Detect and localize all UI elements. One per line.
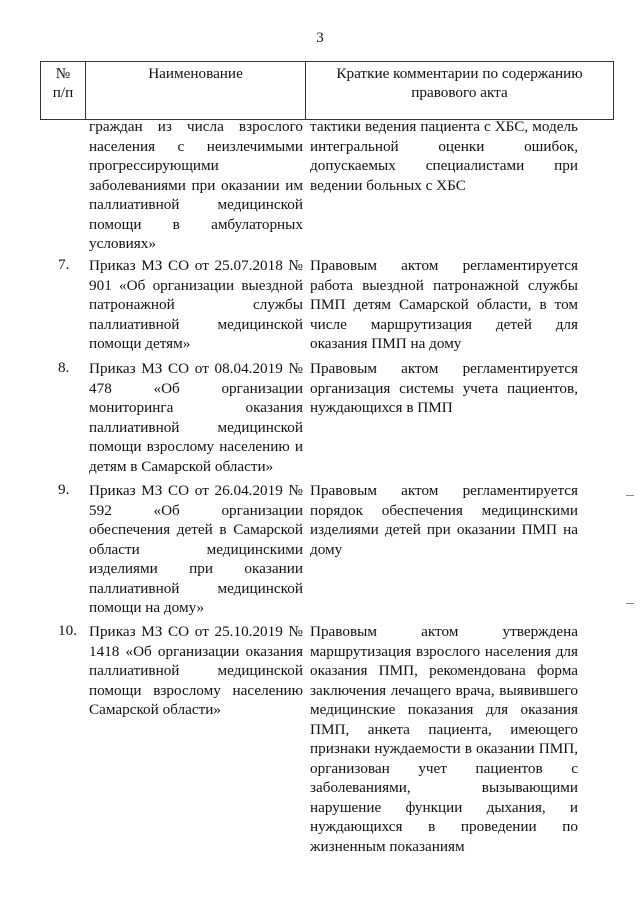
row-name: Приказ МЗ СО от 26.04.2019 № 592 «Об организации обеспечения детей в Самарской области медицинскими изделиями при оказании паллиативной медицинской помощи на дому» (89, 482, 303, 616)
scan-edge-mark (626, 603, 634, 604)
row-name: Приказ МЗ СО от 25.07.2018 № 901 «Об организации выездной патронажной службы паллиативной медицинской помощи детям» (89, 257, 303, 352)
row-comment: Правовым актом регламентируется порядок обеспечения медицинскими изделиями детей при оказании ПМП на дому (310, 482, 578, 558)
row-number: 8. (58, 359, 70, 376)
column-header-number: № п/п (41, 62, 86, 120)
column-header-comment: Краткие комментарии по содержанию правового акта (306, 62, 614, 120)
column-header-name: Наименование (86, 62, 306, 120)
table-header (40, 61, 614, 120)
row-comment: Правовым актом регламентируется работа выездной патронажной службы ПМП детям Самарской области, в том числе маршрутизация детей для оказания ПМП на дому (310, 257, 578, 352)
row-number: 10. (58, 622, 77, 639)
row-name: Приказ МЗ СО от 25.10.2019 № 1418 «Об организации оказания паллиативной медицинской помощи взрослому населению Самарской области» (89, 623, 303, 718)
row-name: граждан из числа взрослого населения с неизлечимыми прогрессирующими заболеваниями при оказании им паллиативной медицинской помощи в амбулаторных условиях» (89, 118, 303, 252)
row-number: 9. (58, 481, 70, 498)
row-name: Приказ МЗ СО от 08.04.2019 № 478 «Об организации мониторинга оказания паллиативной медицинской помощи взрослому населению и детям в Самарской области» (89, 360, 303, 475)
row-comment: Правовым актом регламентируется организация системы учета пациентов, нуждающихся в ПМП (310, 360, 578, 416)
row-comment: тактики ведения пациента с ХБС, модель интегральной оценки ошибок, допускаемых специалистами при ведении больных с ХБС (310, 118, 578, 194)
scan-edge-mark (626, 495, 634, 496)
row-comment: Правовым актом утверждена маршрутизация взрослого населения для оказания ПМП, рекомендована форма заключения лечащего врача, выявившего медицинские показания для оказания ПМП, анкета пациента, имеющего признаки нуждаемости в оказании ПМП, организован учет пациентов с заболеваниями, вызывающими нарушение функции дыхания, и нуждающихся в проведении по жизненным показаниям (310, 623, 578, 855)
row-number: 7. (58, 256, 70, 273)
page-number: 3 (316, 30, 324, 46)
